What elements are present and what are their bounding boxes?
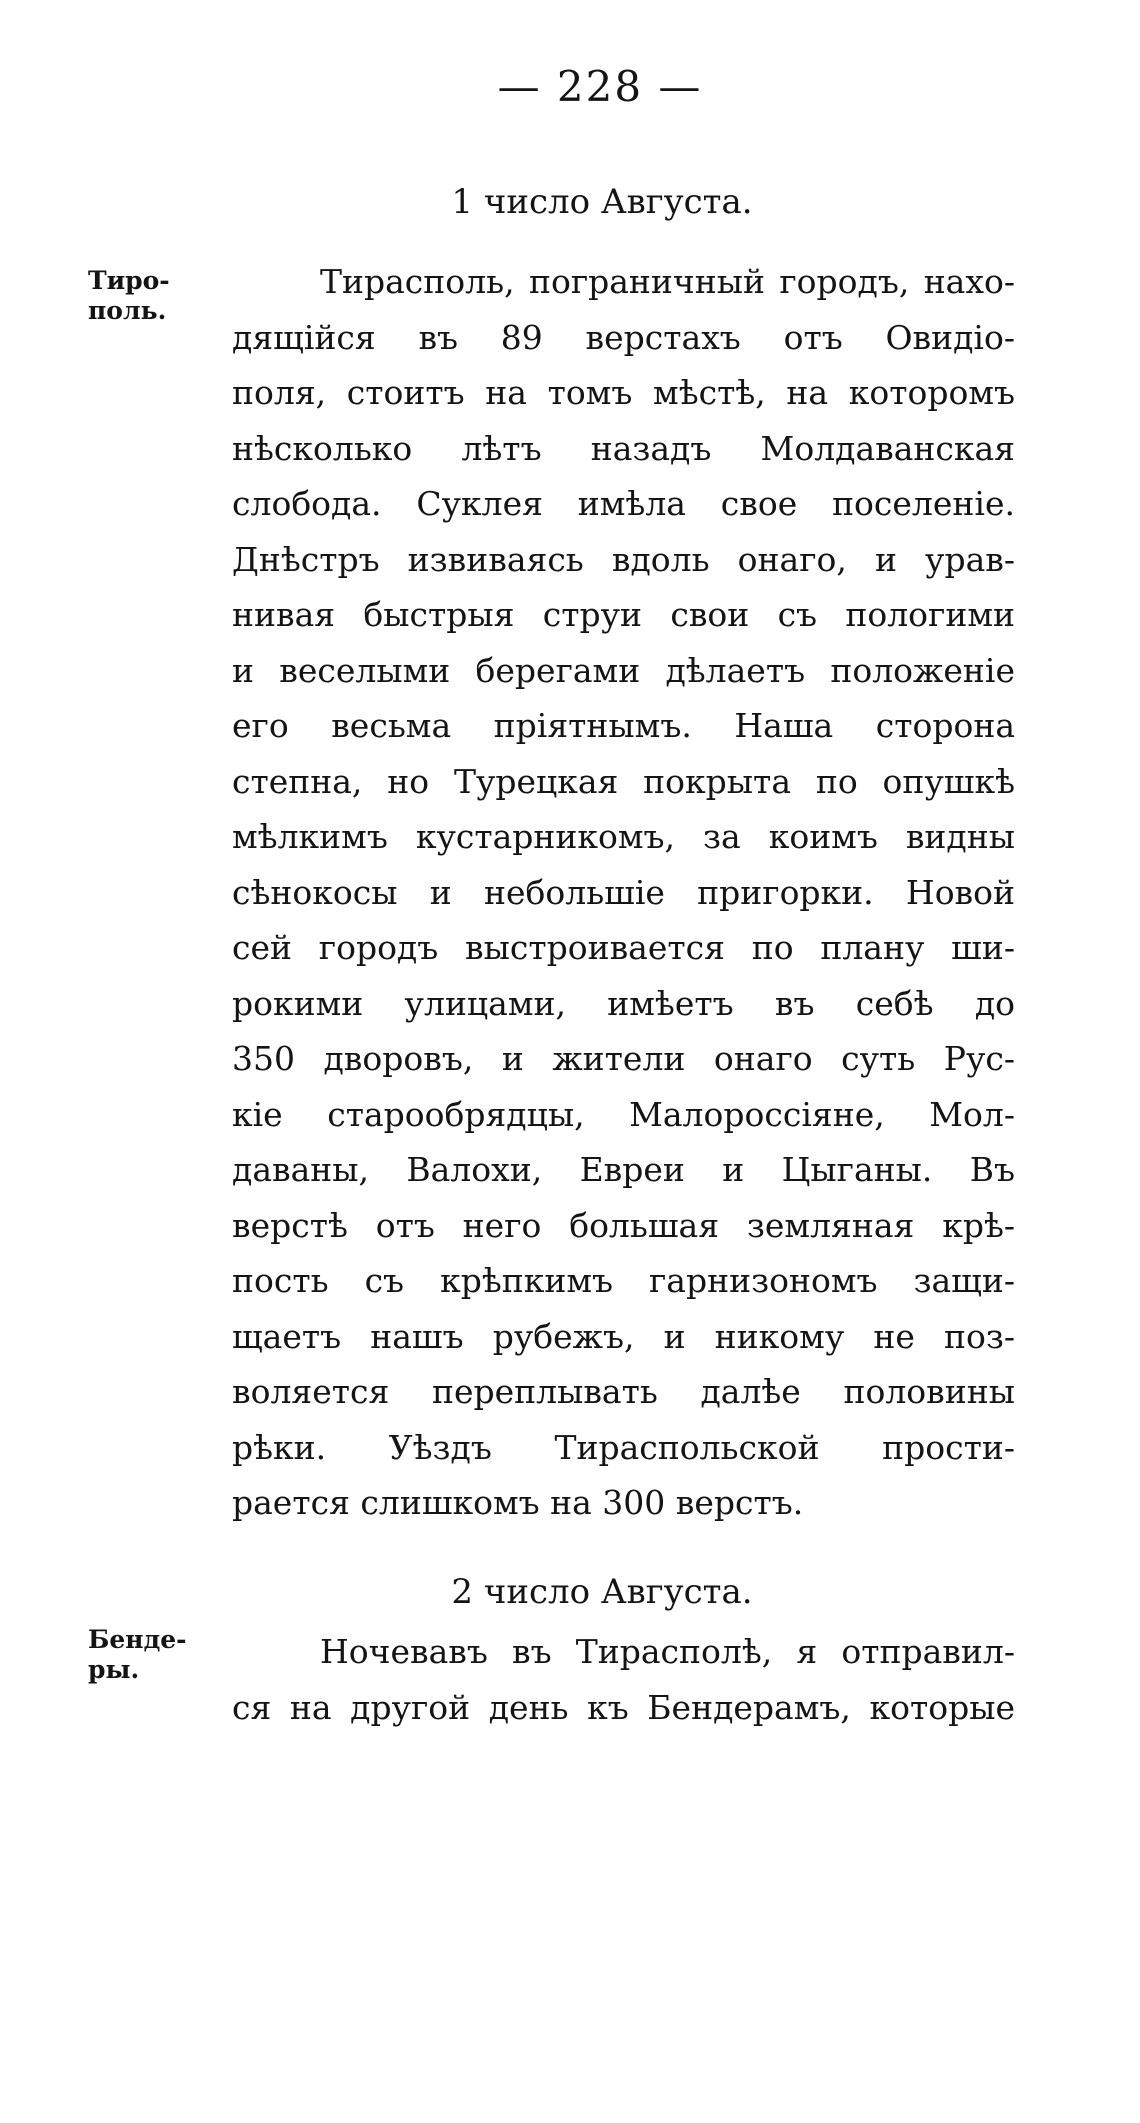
section-heading: 1 число Августа. — [451, 182, 753, 222]
text-line: его весьма пріятнымъ. Наша сторона — [232, 706, 1015, 745]
text-line: Тирасполь, пограничный городъ, нахо- — [320, 262, 1015, 301]
text-line: сѣнокосы и небольшіе пригорки. Новой — [232, 872, 1015, 912]
text-line: Ночевавъ въ Тирасполѣ, я отправил- — [320, 1632, 1015, 1671]
section-heading: 2 число Августа. — [451, 1572, 753, 1612]
text-line: мѣлкимъ кустарникомъ, за коимъ видны — [232, 817, 1015, 856]
text-line: дящійся въ 89 верстахъ отъ Овидіо- — [232, 317, 1015, 357]
margin-note-line: ры. — [88, 1655, 140, 1684]
text-line: пость съ крѣпкимъ гарнизономъ защи- — [232, 1261, 1015, 1300]
text-line: степна, но Турецкая покрыта по опушкѣ — [232, 761, 1015, 801]
paragraph — [232, 1624, 1015, 1735]
text-line: кіе старообрядцы, Малороссіяне, Мол- — [232, 1094, 1015, 1134]
text-line: нивая быстрыя струи свои съ пологими — [232, 595, 1015, 634]
text-line: верстѣ отъ него большая земляная крѣ- — [232, 1205, 1015, 1245]
text-line: рается слишкомъ на 300 верстъ. — [232, 1483, 804, 1522]
text-line: поля, стоитъ на томъ мѣстѣ, на которомъ — [232, 373, 1015, 412]
text-line: 350 дворовъ, и жители онаго суть Рус- — [232, 1039, 1015, 1078]
text-line: ся на другой день къ Бендерамъ, которые — [232, 1687, 1015, 1727]
paragraph — [232, 254, 1015, 1531]
text-line: даваны, Валохи, Евреи и Цыганы. Въ — [232, 1150, 1015, 1189]
margin-note-line: поль. — [88, 296, 167, 325]
text-line: щаетъ нашъ рубежъ, и никому не поз- — [232, 1316, 1015, 1356]
text-line: и веселыми берегами дѣлаетъ положеніе — [232, 650, 1015, 690]
margin-note — [88, 266, 208, 326]
text-line: рокими улицами, имѣетъ въ себѣ до — [232, 983, 1015, 1023]
margin-note-line: Бенде- — [88, 1625, 187, 1654]
text-line: нѣсколько лѣтъ назадъ Молдаванская — [232, 428, 1015, 468]
text-line: сей городъ выстроивается по плану ши- — [232, 928, 1015, 967]
text-line: слобода. Суклея имѣла свое поселеніе. — [232, 484, 1015, 523]
text-line: рѣки. Уѣздъ Тираспольской прости- — [232, 1427, 1015, 1467]
text-line: Днѣстръ извиваясь вдоль онаго, и урав- — [232, 539, 1015, 579]
margin-note — [88, 1625, 208, 1685]
margin-note-line: Тиро- — [88, 266, 170, 295]
page-number: — 228 — — [497, 62, 703, 111]
text-line: воляется переплывать далѣе половины — [232, 1372, 1015, 1411]
